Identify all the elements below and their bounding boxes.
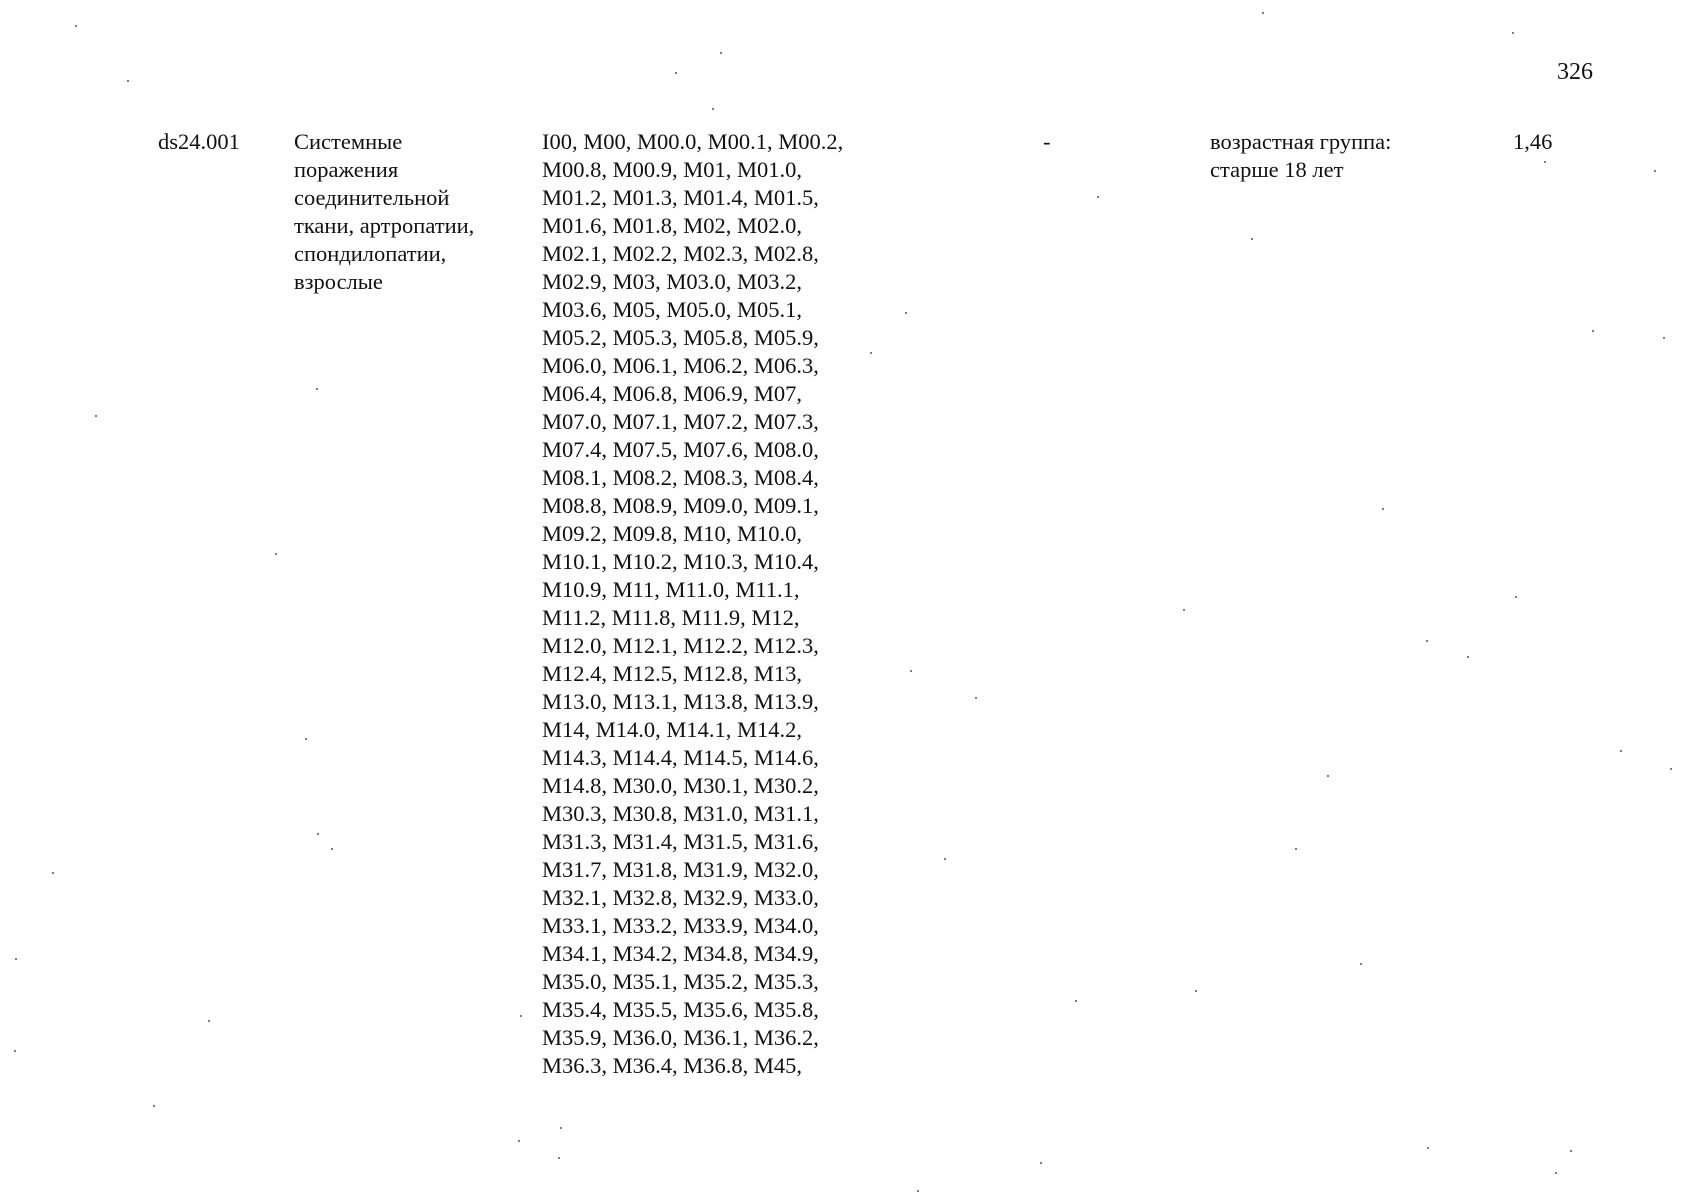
page-number: 326 xyxy=(1557,59,1593,85)
diagnosis-codes: I00, M00, M00.0, M00.1, M00.2, M00.8, M00.9, M01, M01.0, M01.2, M01.3, M01.4, M01.5, M01.6, M01.8, M02, M02.0, M02.1, M02.2, M02.3, M02.8, M02.9, M03, M03.0, M03.2, M03.6, M05, M05.0, M05.1, M05.2, M05.3, M05.8, M05.9, M06.0, M06.1, M06.2, M06.3, M06.4, M06.8, M06.9, M07, M07.0, M07.1, M07.2, M07.3, M07.4, M07.5, M07.6, M08.0, M08.1, M08.2, M08.3, M08.4, M08.8, M08.9, M09.0, M09.1, M09.2, M09.8, M10, M10.0, M10.1, M10.2, M10.3, M10.4, M10.9, M11, M11.0, M11.1, M11.2, M11.8, M11.9, M12, M12.0, M12.1, M12.2, M12.3, M12.4, M12.5, M12.8, M13, M13.0, M13.1, M13.8, M13.9, M14, M14.0, M14.1, M14.2, M14.3, M14.4, M14.5, M14.6, M14.8, M30.0, M30.1, M30.2, M30.3, M30.8, M31.0, M31.1, M31.3, M31.4, M31.5, M31.6, M31.7, M31.8, M31.9, M32.0, M32.1, M32.8, M32.9, M33.0, M33.1, M33.2, M33.9, M34.0, M34.1, M34.2, M34.8, M34.9, M35.0, M35.1, M35.2, M35.3, M35.4, M35.5, M35.6, M35.8, M35.9, M36.0, M36.1, M36.2, M36.3, M36.4, M36.8, M45, xyxy=(542,129,844,1078)
group-code: ds24.001 xyxy=(158,129,240,154)
service-code: - xyxy=(1043,129,1051,154)
group-name: Системные поражения соединительной ткани, артропатии, спондилопатии, взрослые xyxy=(294,129,475,294)
additional-criteria: возрастная группа: старше 18 лет xyxy=(1210,129,1392,182)
cost-coefficient: 1,46 xyxy=(1513,129,1553,154)
